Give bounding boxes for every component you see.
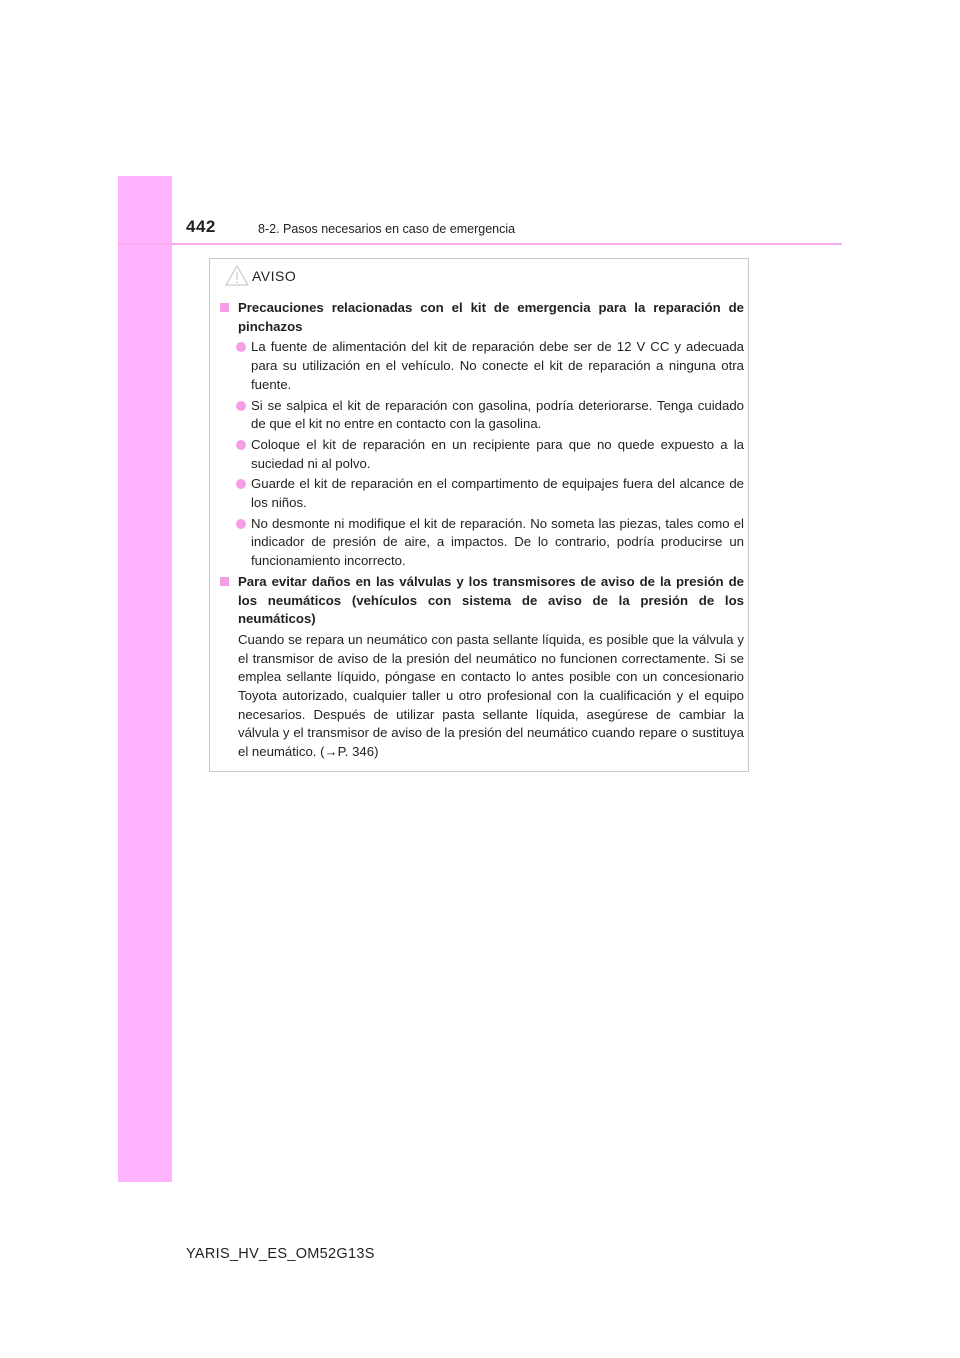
section-title: 8-2. Pasos necesarios en caso de emergencia <box>258 222 516 236</box>
warning-bullet-item <box>218 338 744 394</box>
item-text: Cuando se repara un neumático con pasta sellante líquida, es posible que la válvula y el transmisor de aviso de la presión del neumático no funcionen correctamente. Si se emplea sellante líquido, póngase en contacto lo antes posible con un concesionario Toyota autorizado, cualquier taller u otro profesional con la cualificación y el equipo necesarios. Después de utilizar pasta sellante líquida, asegúrese de cambiar la válvula y el transmisor de aviso de la presión del neumático cuando repare o sustituya el neumático. (→P. 346) <box>238 631 744 760</box>
round-bullet-icon <box>236 342 246 352</box>
warning-bullet-item <box>218 436 744 473</box>
warning-header <box>224 264 424 288</box>
item-text: Coloque el kit de reparación en un recipiente para que no quede expuesto a la suciedad ni al polvo. <box>251 436 744 471</box>
warning-bullet-item <box>218 397 744 434</box>
item-text: Para evitar daños en las válvulas y los transmisores de aviso de la presión de los neumáticos (vehículos con sistema de aviso de la presión de los neumáticos) <box>238 573 744 627</box>
warning-body <box>218 299 744 762</box>
warning-heading <box>218 299 744 336</box>
round-bullet-icon <box>236 401 246 411</box>
warning-heading <box>218 573 744 629</box>
chapter-side-band <box>118 176 172 1182</box>
square-bullet-icon <box>220 303 229 312</box>
round-bullet-icon <box>236 519 246 529</box>
warning-paragraph <box>218 631 744 762</box>
warning-bullet-item <box>218 475 744 512</box>
square-bullet-icon <box>220 577 229 586</box>
round-bullet-icon <box>236 479 246 489</box>
warning-bullet-item <box>218 515 744 571</box>
warning-label: AVISO <box>252 268 297 284</box>
item-text: Si se salpica el kit de reparación con gasolina, podría deteriorarse. Tenga cuidado de que el kit no entre en contacto con la gasolina. <box>251 397 744 432</box>
document-code: YARIS_HV_ES_OM52G13S <box>186 1246 375 1262</box>
page-number: 442 <box>186 217 216 236</box>
item-text: Precauciones relacionadas con el kit de emergencia para la reparación de pinchazos <box>238 300 744 334</box>
item-text: Guarde el kit de reparación en el compartimento de equipajes fuera del alcance de los niños. <box>251 476 744 511</box>
item-text: No desmonte ni modifique el kit de reparación. No someta las piezas, tales como el indicador de presión de aire, a impactos. De lo contrario, podría producirse un funcionamiento incorrecto. <box>251 515 744 569</box>
header-rule <box>118 243 842 245</box>
warning-triangle-icon <box>224 264 250 288</box>
warning-box <box>209 258 749 772</box>
item-text: La fuente de alimentación del kit de reparación debe ser de 12 V CC y adecuada para su utilización en el vehículo. No conecte el kit de reparación a ninguna otra fuente. <box>251 339 744 392</box>
round-bullet-icon <box>236 440 246 450</box>
